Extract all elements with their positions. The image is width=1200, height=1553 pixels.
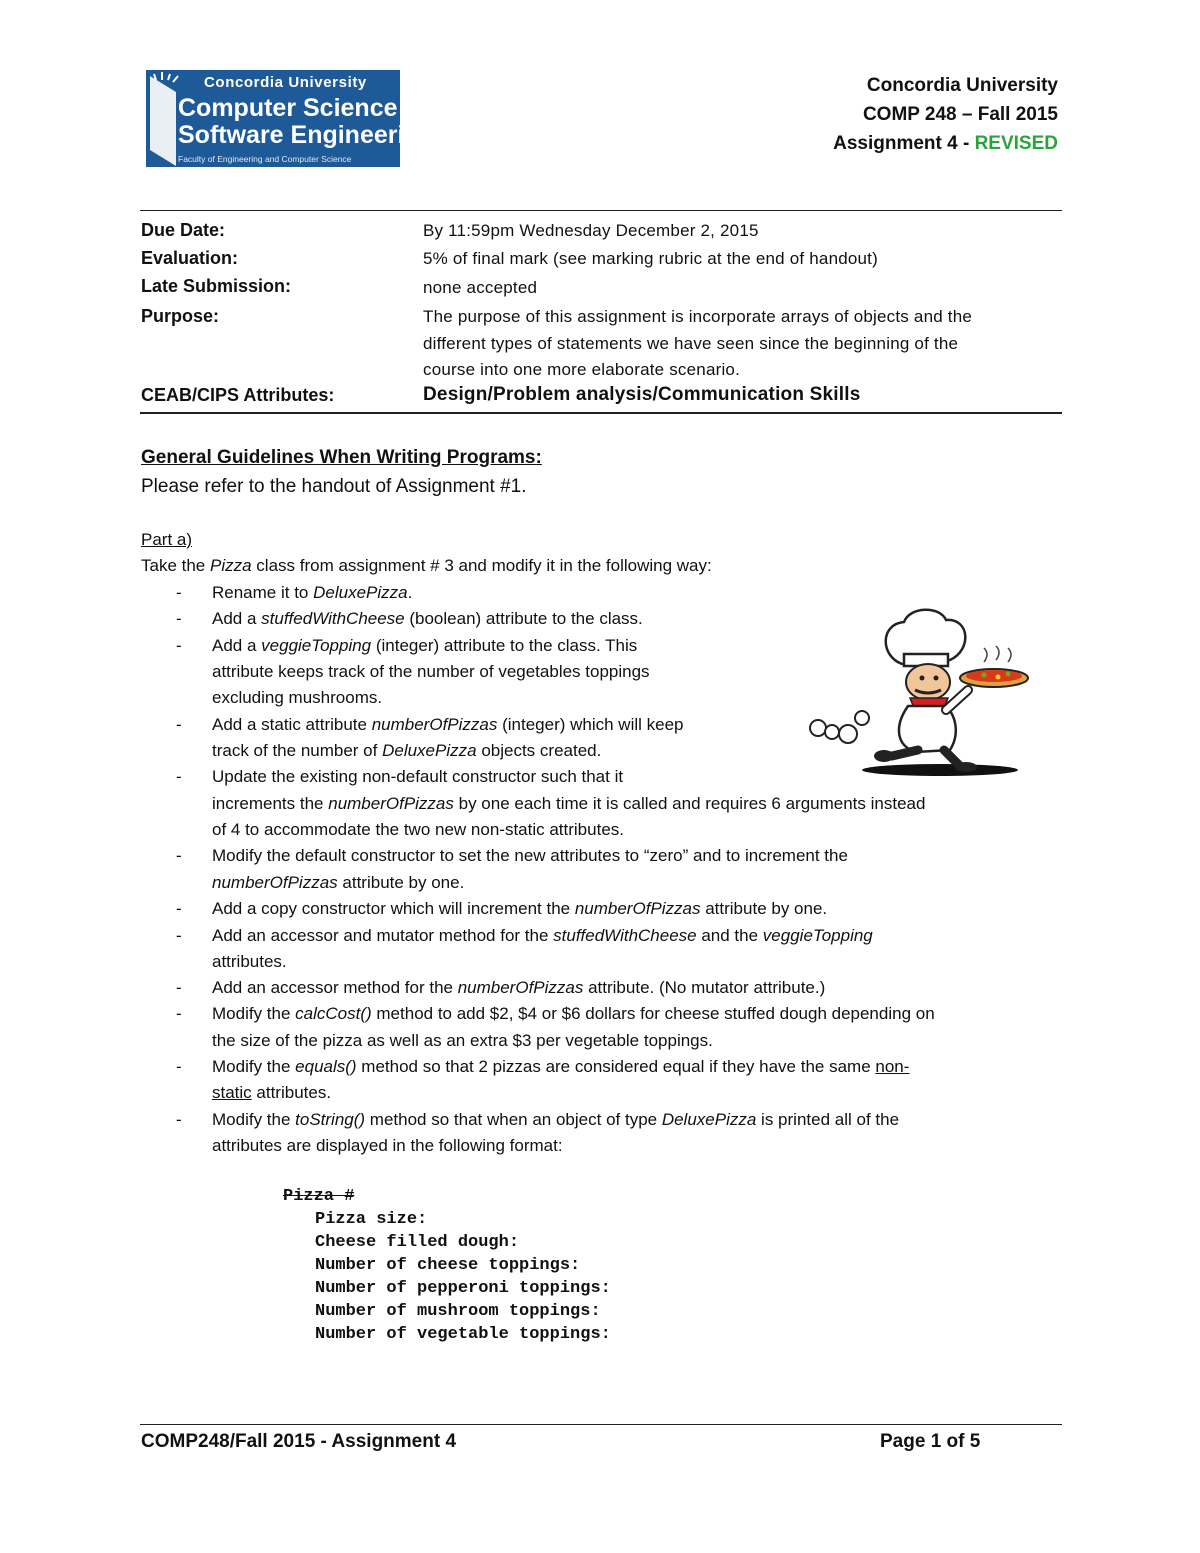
bullet-dash: -: [176, 715, 182, 734]
code-line-cheese-dough: Cheese filled dough:: [315, 1233, 520, 1252]
bullet-dash: -: [176, 583, 182, 602]
bullet-accessor-mutator-line2: attributes.: [212, 952, 287, 971]
bullet-dash: -: [176, 767, 182, 786]
bullet-constructor: Update the existing non-default constructor such that it: [212, 767, 624, 786]
late-submission-label: Late Submission:: [141, 276, 292, 296]
bullet-static-line2: track of the number of DeluxePizza objects created.: [212, 741, 602, 760]
code-line-mushroom-toppings: Number of mushroom toppings:: [315, 1302, 601, 1321]
bullet-equals: Modify the equals() method so that 2 pizzas are considered equal if they have the same non-: [212, 1057, 910, 1076]
purpose-line-1: The purpose of this assignment is incorporate arrays of objects and the: [423, 307, 973, 326]
revised-label: REVISED: [974, 133, 1058, 154]
logo-dept-line2: Software Engineering: [178, 121, 435, 149]
bullet-veggie-line3: excluding mushrooms.: [212, 688, 383, 707]
bullet-dash: -: [176, 1004, 182, 1023]
bullet-dash: -: [176, 846, 182, 865]
bullet-tostring-line2: attributes are displayed in the following format:: [212, 1136, 563, 1155]
late-submission-value: none accepted: [423, 278, 538, 297]
bullet-veggie: Add a veggieTopping (integer) attribute to the class. This: [212, 636, 638, 655]
logo-dept-line1: Computer Science &: [178, 94, 423, 122]
bullet-constructor-line2: increments the numberOfPizzas by one each time it is called and requires 6 arguments instead: [212, 794, 926, 813]
chef-with-pizza-illustration: [800, 606, 1030, 776]
header-divider: [140, 210, 1062, 211]
bullet-dash: -: [176, 899, 182, 918]
bullet-copy-constructor: Add a copy constructor which will increment the numberOfPizzas attribute by one.: [212, 899, 828, 918]
evaluation-label: Evaluation:: [141, 248, 239, 268]
code-line-vegetable-toppings: Number of vegetable toppings:: [315, 1325, 611, 1344]
footer-course: COMP248/Fall 2015 - Assignment 4: [141, 1431, 457, 1452]
header-course: COMP 248 – Fall 2015: [862, 104, 1058, 125]
due-date-label: Due Date:: [141, 220, 226, 240]
evaluation-value: 5% of final mark (see marking rubric at the end of handout): [423, 249, 878, 268]
bullet-stuffed: Add a stuffedWithCheese (boolean) attribute to the class.: [212, 609, 643, 628]
header-assignment: [833, 133, 1058, 155]
purpose-line-3: course into one more elaborate scenario.: [423, 360, 741, 379]
bullet-dash: -: [176, 978, 182, 997]
bullet-dash: -: [176, 609, 182, 628]
assignment-label: Assignment 4 -: [833, 133, 975, 154]
code-line-pizza-size: Pizza size:: [315, 1210, 428, 1229]
part-a-title: Part a): [141, 530, 193, 549]
due-date-value: By 11:59pm Wednesday December 2, 2015: [423, 221, 759, 240]
logo-university: Concordia University: [204, 74, 367, 91]
header-university: Concordia University: [866, 75, 1058, 96]
bullet-tostring: Modify the toString() method so that when an object of type DeluxePizza is printed all of the: [212, 1110, 900, 1129]
bullet-default-constructor-line2: numberOfPizzas attribute by one.: [212, 873, 465, 892]
bullet-dash: -: [176, 1110, 182, 1129]
bullet-default-constructor: Modify the default constructor to set the new attributes to “zero” and to increment the: [212, 846, 848, 865]
info-divider: [140, 412, 1062, 414]
guidelines-heading: General Guidelines When Writing Programs:: [141, 447, 542, 468]
code-title: Pizza #: [283, 1187, 355, 1206]
footer-divider: [140, 1424, 1062, 1425]
bullet-accessor-mutator: Add an accessor and mutator method for the stuffedWithCheese and the veggieTopping: [212, 926, 873, 945]
bullet-calccost-line2: the size of the pizza as well as an extra $3 per vegetable toppings.: [212, 1031, 713, 1050]
bullet-accessor: Add an accessor method for the numberOfPizzas attribute. (No mutator attribute.): [212, 978, 826, 997]
code-line-cheese-toppings: Number of cheese toppings:: [315, 1256, 581, 1275]
logo-faculty: Faculty of Engineering and Computer Science: [178, 154, 352, 164]
bullet-dash: -: [176, 926, 182, 945]
purpose-line-2: different types of statements we have seen since the beginning of the: [423, 334, 959, 353]
bullet-rename: Rename it to DeluxePizza.: [212, 583, 413, 602]
department-logo: [146, 70, 435, 167]
bullet-constructor-line3: of 4 to accommodate the two new non-static attributes.: [212, 820, 624, 839]
bullet-veggie-line2: attribute keeps track of the number of vegetables toppings: [212, 662, 650, 681]
part-a-intro: Take the Pizza class from assignment # 3 and modify it in the following way:: [141, 556, 712, 575]
bullet-static: Add a static attribute numberOfPizzas (integer) which will keep: [212, 715, 684, 734]
ceab-value: Design/Problem analysis/Communication Skills: [423, 384, 861, 405]
bullet-calccost: Modify the calcCost() method to add $2, $4 or $6 dollars for cheese stuffed dough depending on: [212, 1004, 935, 1023]
ceab-label: CEAB/CIPS Attributes:: [141, 385, 335, 405]
footer-page-number: Page 1 of 5: [880, 1431, 981, 1452]
guidelines-text: Please refer to the handout of Assignment #1.: [141, 476, 527, 497]
bullet-equals-line2: static attributes.: [212, 1083, 332, 1102]
purpose-label: Purpose:: [141, 306, 220, 326]
bullet-dash: -: [176, 1057, 182, 1076]
bullet-dash: -: [176, 636, 182, 655]
code-line-pepperoni-toppings: Number of pepperoni toppings:: [315, 1279, 611, 1298]
